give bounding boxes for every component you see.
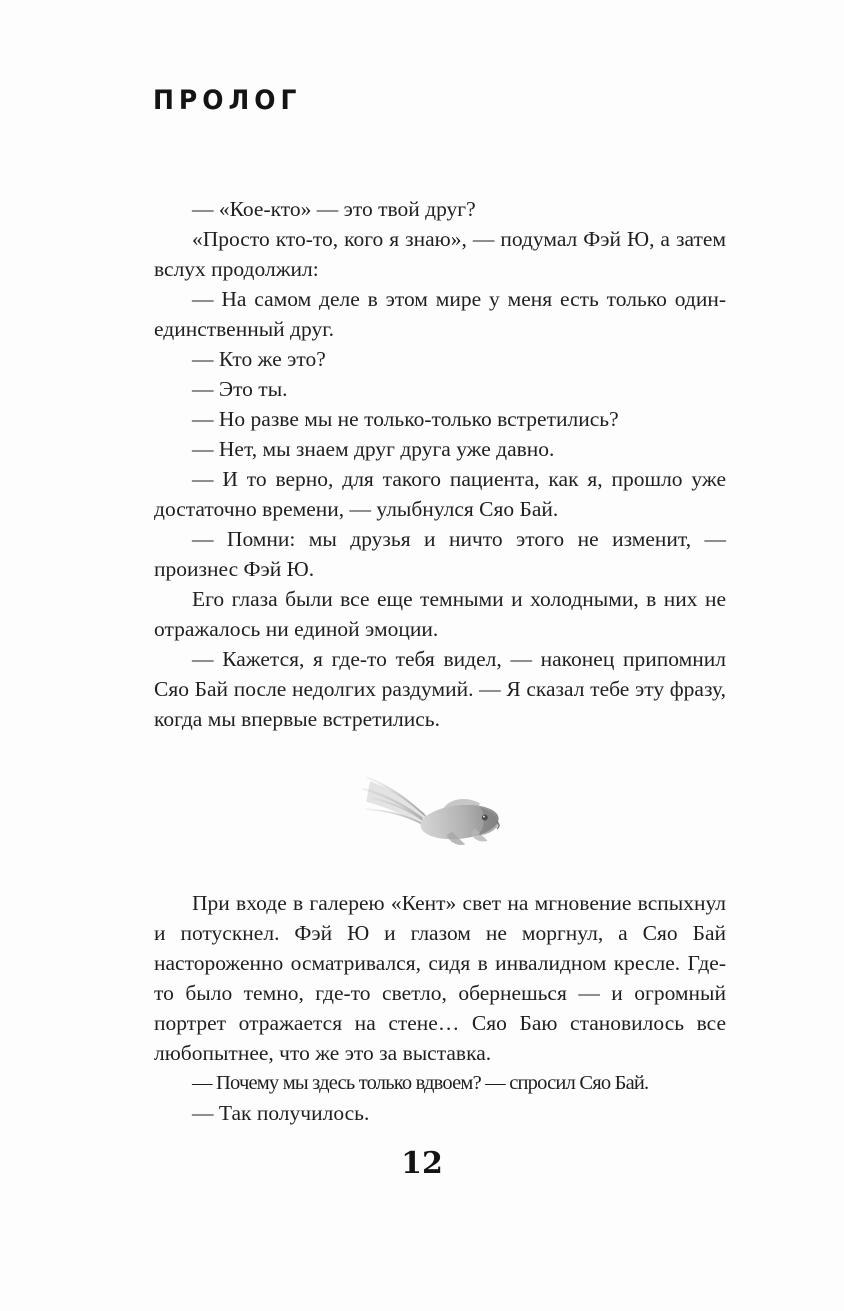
chapter-title: ПРОЛОГ	[153, 84, 302, 116]
paragraph: — Кажется, я где-то тебя видел, — наконец припомнил Сяо Бай после недолгих раздумий. — Я сказал тебе эту фразу, когда мы впервые встретились.	[154, 647, 726, 731]
paragraph: — Помни: мы друзья и ничто этого не изменит, — произнес Фэй Ю.	[154, 527, 726, 581]
page-number: 12	[401, 1146, 443, 1181]
paragraph: — Это ты.	[192, 377, 288, 401]
paragraph: — Нет, мы знаем друг друга уже давно.	[192, 437, 555, 461]
paragraph: — Почему мы здесь только вдвоем? — спросил Сяо Бай.	[192, 1072, 649, 1094]
paragraph: — Кто же это?	[192, 347, 326, 371]
paragraph: — «Кое-кто» — это твой друг?	[192, 197, 476, 221]
paragraph: «Просто кто-то, кого я знаю», — подумал Фэй Ю, а затем вслух продолжил:	[154, 227, 726, 281]
paragraph: — Но разве мы не только-только встретились?	[192, 407, 619, 431]
paragraph: Его глаза были все еще темными и холодными, в них не отражалось ни единой эмоции.	[154, 587, 726, 641]
fish-illustration	[154, 768, 726, 852]
text-block	[154, 194, 726, 1128]
paragraph: При входе в галерею «Кент» свет на мгновение вспыхнул и потускнел. Фэй Ю и глазом не моргнул, а Сяо Бай настороженно осматривался, сидя в инвалидном кресле. Где-то было темно, где-то светло, обернешься — и огромный портрет отражается на стене… Сяо Баю становилось все любопытнее, что же это за выставка.	[154, 891, 726, 1065]
paragraph: — Так получилось.	[192, 1101, 370, 1125]
paragraph: — На самом деле в этом мире у меня есть только один-единственный друг.	[154, 287, 726, 341]
fish-sketch-svg	[360, 768, 520, 852]
paragraph: — И то верно, для такого пациента, как я, прошло уже достаточно времени, — улыбнулся Сяо Бай.	[154, 467, 726, 521]
